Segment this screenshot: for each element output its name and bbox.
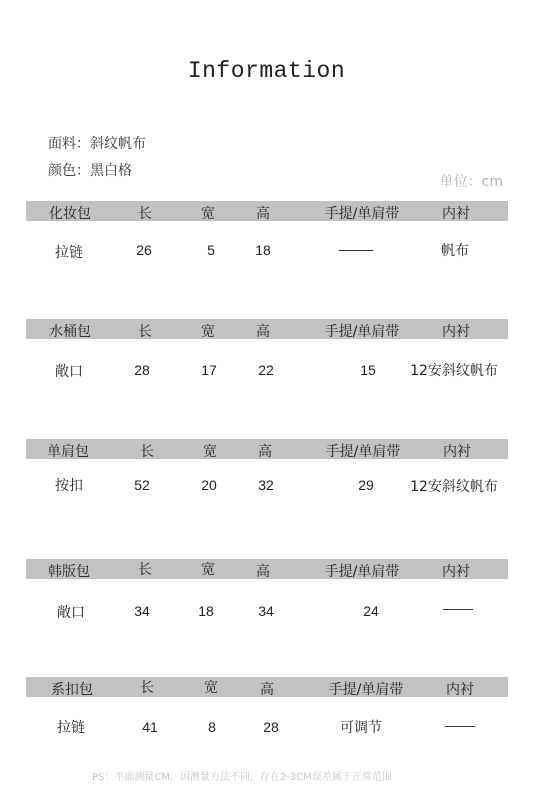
strap-cell: 可调节: [340, 720, 382, 736]
height-cell: 22: [258, 362, 274, 378]
header-strap: 手提/单肩带: [324, 206, 400, 222]
lining-dash: [445, 726, 475, 727]
header-strap: 手提/单肩带: [325, 444, 401, 460]
header-height: 高: [258, 444, 272, 460]
header-height: 高: [256, 564, 270, 580]
width-cell: 20: [201, 477, 217, 493]
strap-cell: 29: [358, 477, 374, 493]
header-height: 高: [256, 324, 270, 340]
height-cell: 28: [263, 719, 279, 735]
bag-name: 水桶包: [49, 324, 91, 340]
header-lining: 内衬: [442, 324, 470, 340]
header-width: 宽: [204, 680, 218, 696]
strap-dash: [339, 250, 373, 251]
width-cell: 8: [208, 719, 216, 735]
header-length: 长: [140, 680, 154, 696]
header-strap: 手提/单肩带: [324, 564, 400, 580]
strap-cell: 15: [360, 362, 376, 378]
length-cell: 41: [142, 719, 158, 735]
lining-cell: 12安斜纹帆布: [410, 479, 498, 495]
lining-cell: 帆布: [441, 243, 469, 259]
unit-label: 单位：cm: [439, 174, 503, 190]
lining-cell: 12安斜纹帆布: [410, 363, 498, 379]
width-cell: 18: [198, 603, 214, 619]
height-cell: 34: [258, 603, 274, 619]
page-title: Information: [187, 58, 346, 84]
footnote: PS：平面测量CM，因测量方法不同，存在2-3CM误差属于正常范围: [92, 772, 392, 783]
closure-cell: 按扣: [55, 478, 83, 494]
header-length: 长: [138, 206, 152, 222]
header-width: 宽: [203, 444, 217, 460]
header-length: 长: [140, 444, 154, 460]
closure-cell: 敞口: [57, 605, 85, 621]
strap-cell: 24: [363, 603, 379, 619]
length-cell: 34: [134, 603, 150, 619]
length-cell: 26: [136, 242, 152, 258]
header-strap: 手提/单肩带: [324, 324, 400, 340]
closure-cell: 拉链: [55, 245, 83, 261]
header-lining: 内衬: [446, 682, 474, 698]
closure-cell: 拉链: [57, 720, 85, 736]
header-strap: 手提/单肩带: [328, 682, 404, 698]
bag-name: 单肩包: [47, 444, 89, 460]
lining-dash: [443, 609, 473, 610]
bag-name: 系扣包: [51, 682, 93, 698]
width-cell: 5: [207, 242, 215, 258]
length-cell: 52: [134, 477, 150, 493]
height-cell: 32: [258, 477, 274, 493]
header-height: 高: [260, 682, 274, 698]
fabric-info: 面料：斜纹帆布: [48, 136, 146, 152]
bag-name: 化妆包: [49, 206, 91, 222]
header-length: 长: [138, 562, 152, 578]
header-lining: 内衬: [443, 444, 471, 460]
header-length: 长: [138, 324, 152, 340]
header-width: 宽: [201, 562, 215, 578]
closure-cell: 敞口: [55, 364, 83, 380]
width-cell: 17: [201, 362, 217, 378]
header-lining: 内衬: [442, 564, 470, 580]
header-width: 宽: [201, 324, 215, 340]
color-info: 颜色：黑白格: [48, 163, 132, 179]
height-cell: 18: [255, 242, 271, 258]
bag-name: 韩版包: [48, 564, 90, 580]
header-lining: 内衬: [442, 206, 470, 222]
header-height: 高: [256, 206, 270, 222]
header-width: 宽: [201, 206, 215, 222]
length-cell: 28: [134, 362, 150, 378]
